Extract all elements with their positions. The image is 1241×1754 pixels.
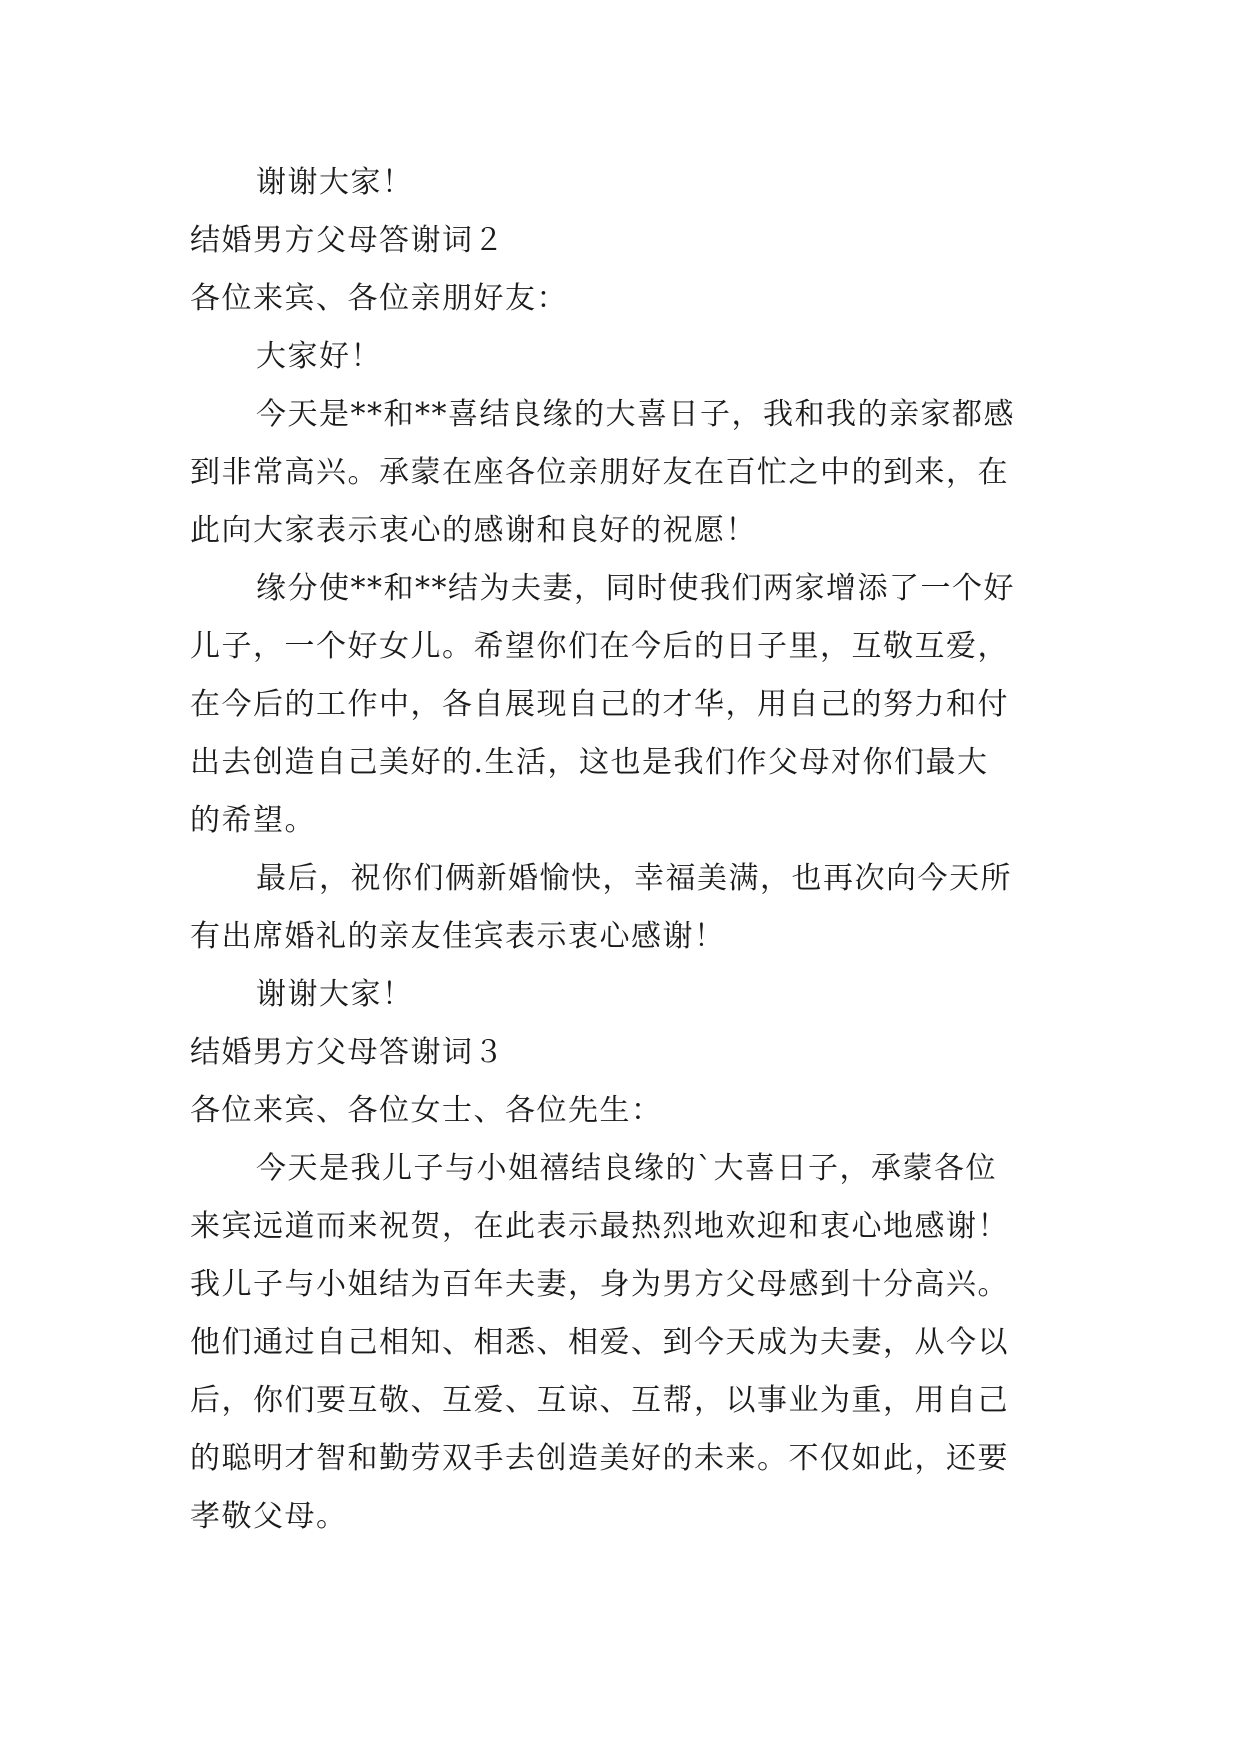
section-heading: 结婚男方父母答谢词３ <box>190 1035 505 1070</box>
salutation: 各位来宾、各位亲朋好友： <box>190 281 568 316</box>
text-line: 在今后的工作中，各自展现自己的才华，用自己的努力和付 <box>190 687 1009 722</box>
text-line: 来宾远道而来祝贺，在此表示最热烈地欢迎和衷心地感谢！ <box>190 1209 1009 1244</box>
document-page <box>190 154 1050 1546</box>
text-line: 谢谢大家！ <box>256 165 414 200</box>
text-line: 有出席婚礼的亲友佳宾表示衷心感谢！ <box>190 919 726 954</box>
text-line: 出去创造自己美好的.生活，这也是我们作父母对你们最大 <box>190 745 989 780</box>
text-line: 今天是**和**喜结良缘的大喜日子，我和我的亲家都感 <box>256 397 1015 432</box>
text-line: 到非常高兴。承蒙在座各位亲朋好友在百忙之中的到来，在 <box>190 455 1009 490</box>
text-line: 我儿子与小姐结为百年夫妻，身为男方父母感到十分高兴。 <box>190 1267 1009 1302</box>
text-line: 的希望。 <box>190 803 316 838</box>
text-line: 他们通过自己相知、相悉、相爱、到今天成为夫妻，从今以 <box>190 1325 1009 1360</box>
text-line: 缘分使**和**结为夫妻，同时使我们两家增添了一个好 <box>256 571 1015 606</box>
text-line: 的聪明才智和勤劳双手去创造美好的未来。不仅如此，还要 <box>190 1441 1009 1476</box>
section-heading: 结婚男方父母答谢词２ <box>190 223 505 258</box>
salutation: 各位来宾、各位女士、各位先生： <box>190 1093 663 1128</box>
text-line: 儿子，一个好女儿。希望你们在今后的日子里，互敬互爱， <box>190 629 1009 664</box>
text-line: 此向大家表示衷心的感谢和良好的祝愿！ <box>190 513 757 548</box>
text-line: 孝敬父母。 <box>190 1499 348 1534</box>
text-line: 今天是我儿子与小姐禧结良缘的`大喜日子，承蒙各位 <box>256 1151 997 1186</box>
text-line: 最后，祝你们俩新婚愉快，幸福美满，也再次向今天所 <box>256 861 1012 896</box>
text-line: 大家好！ <box>256 339 382 374</box>
text-line: 后，你们要互敬、互爱、互谅、互帮，以事业为重，用自己 <box>190 1383 1009 1418</box>
text-line: 谢谢大家！ <box>256 977 414 1012</box>
